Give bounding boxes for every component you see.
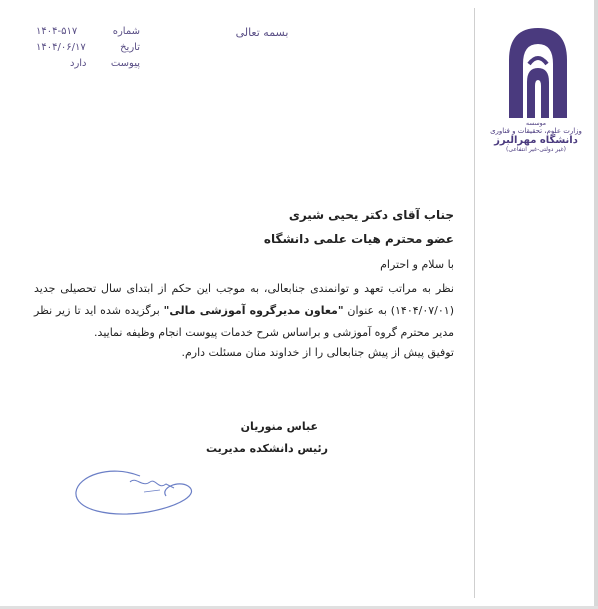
margin-divider — [474, 8, 475, 598]
page-edge-right — [594, 0, 598, 609]
attachment-label: پیوست — [110, 58, 140, 69]
organization-name — [480, 120, 592, 153]
signer-name: عباس منوریان — [240, 420, 318, 433]
date-label: تاریخ — [120, 42, 140, 53]
letter-paragraph — [34, 278, 454, 344]
letter-number: ۱۴۰۴-۵۱۷ — [36, 26, 78, 37]
signer-title: رئیس دانشکده مدیریت — [205, 442, 328, 455]
handwritten-signature — [70, 458, 210, 528]
letter-meta-values — [36, 24, 90, 72]
letter-attachment: دارد — [70, 58, 87, 69]
appointment-title: "معاون مدیرگروه آموزشی مالی" — [163, 304, 344, 317]
number-label: شماره — [112, 26, 140, 37]
recipient-position: عضو محترم هیات علمی دانشگاه — [263, 232, 454, 246]
greeting: با سلام و احترام — [380, 258, 454, 271]
org-line-3: دانشگاه مهرالبرز — [494, 135, 578, 146]
letter-date: ۱۴۰۴/۰۶/۱۷ — [36, 42, 86, 53]
letter-meta-labels — [96, 24, 140, 72]
basmala: بسمه تعالی — [235, 26, 289, 39]
closing-sentence: توفیق پیش از پیش جنابعالی را از خداوند منان مسئلت دارم. — [181, 346, 454, 359]
paragraph-part-2: برگزیده شده اید تا زیر نظر مدیر محترم گروه آموزشی و براساس شرح خدمات پیوست انجام وظیفه نمایید. — [34, 304, 454, 339]
university-logo — [505, 24, 571, 120]
paragraph-part-1: نظر به مراتب تعهد و توانمندی جنابعالی، به موجب این حکم از ابتدای سال تحصیلی جدید (۱۴۰۴/۰۷/۰۱) به عنوان — [34, 282, 454, 317]
recipient-name: جناب آقای دکتر یحیی شیری — [288, 208, 454, 222]
org-line-1: موسسه — [526, 120, 546, 127]
org-line-2: وزارت علوم، تحقیقات و فناوری — [490, 127, 582, 135]
org-line-4: (غیر دولتی-غیر انتفاعی) — [506, 146, 566, 153]
